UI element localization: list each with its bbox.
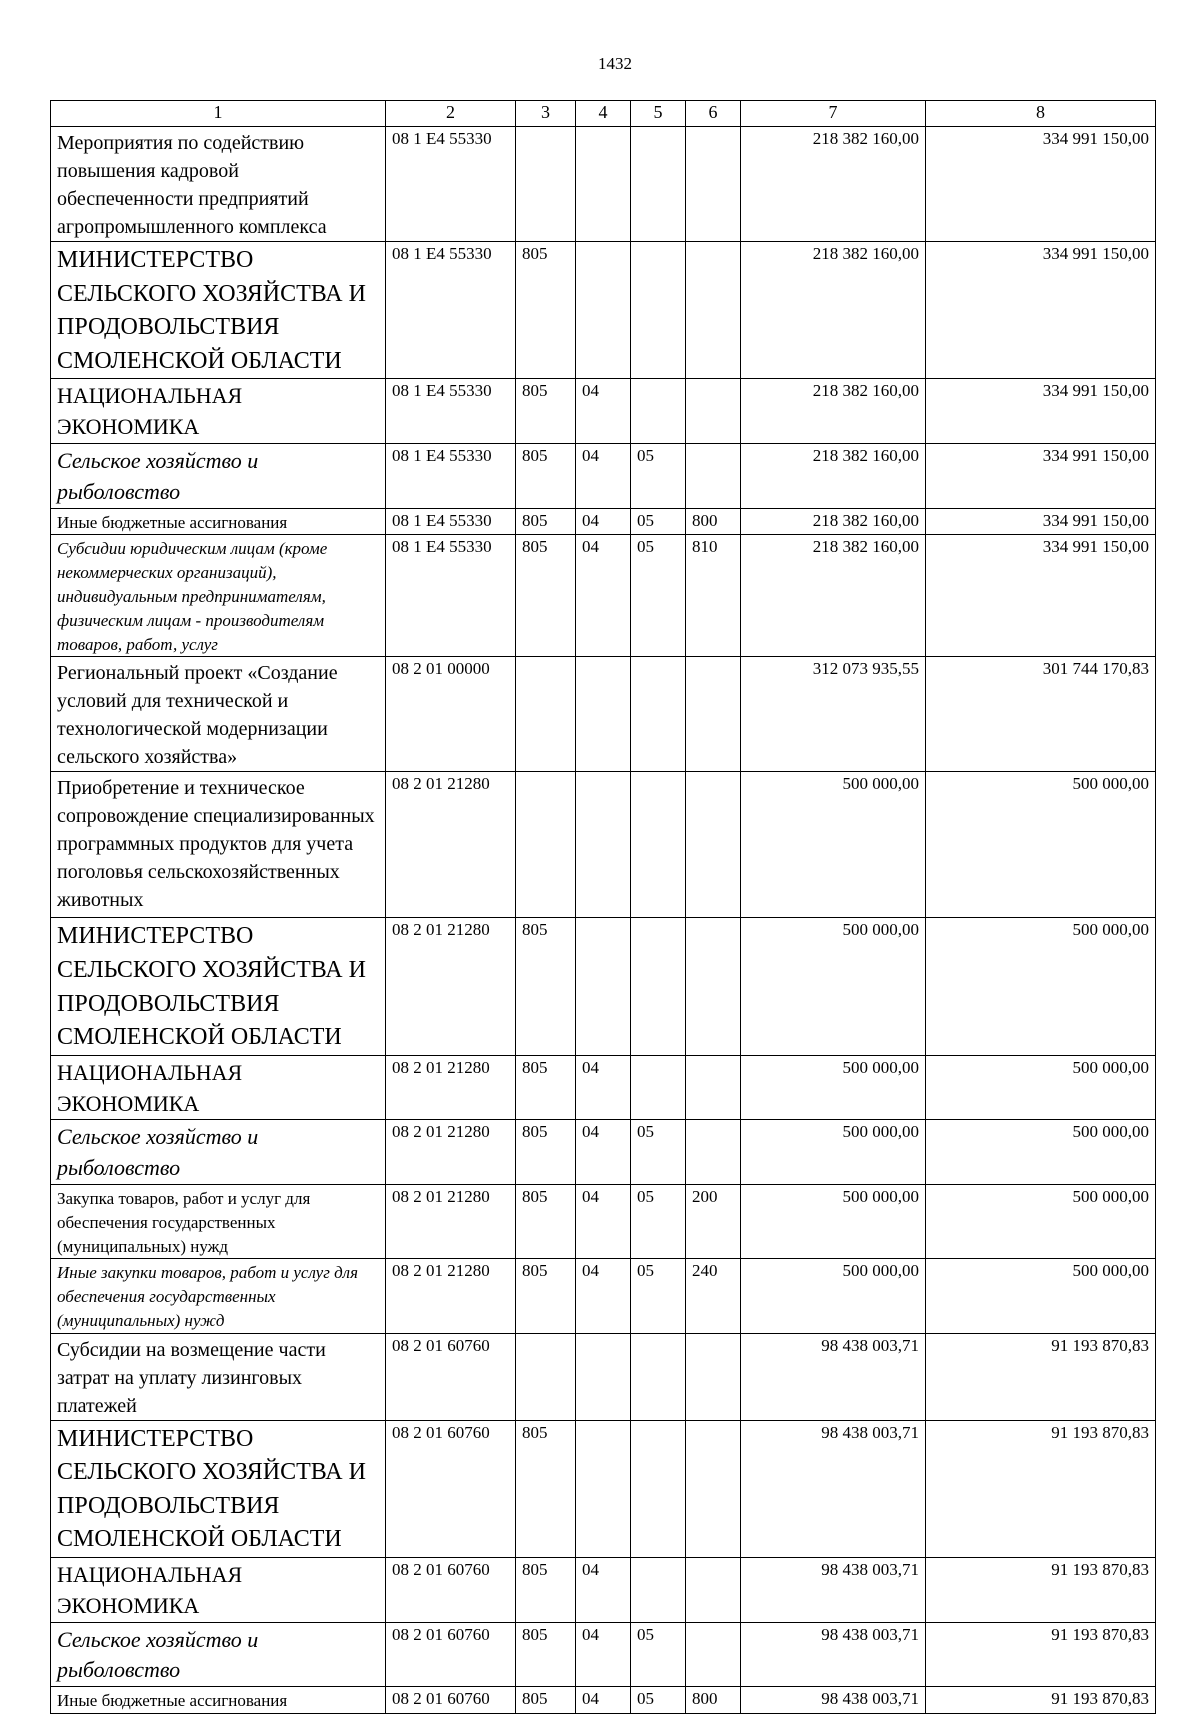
section-code-cell: 04 — [576, 443, 631, 508]
amount-col8-cell: 91 193 870,83 — [926, 1622, 1156, 1687]
amount-col7-cell: 98 438 003,71 — [741, 1622, 926, 1687]
target-article-cell: 08 2 01 21280 — [386, 1055, 516, 1120]
amount-col8-cell: 334 991 150,00 — [926, 443, 1156, 508]
amount-col8-cell: 500 000,00 — [926, 1184, 1156, 1258]
expense-type-cell — [686, 1420, 741, 1557]
amount-col8-cell: 91 193 870,83 — [926, 1420, 1156, 1557]
subsection-code-cell — [631, 1420, 686, 1557]
section-code-cell: 04 — [576, 1259, 631, 1333]
item-name-cell: Субсидии на возмещение части затрат на уплату лизинговых платежей — [51, 1333, 386, 1420]
ministry-code-cell: 805 — [516, 1558, 576, 1623]
item-name-cell: Региональный проект «Создание условий для технической и технологической модернизации сельского хозяйства» — [51, 657, 386, 772]
ministry-code-cell: 805 — [516, 535, 576, 657]
amount-col7-cell: 500 000,00 — [741, 1184, 926, 1258]
column-header: 6 — [686, 101, 741, 127]
expense-type-cell — [686, 918, 741, 1055]
table-row — [51, 1622, 1156, 1687]
amount-col7-cell: 218 382 160,00 — [741, 443, 926, 508]
subsection-code-cell — [631, 1558, 686, 1623]
budget-table — [50, 100, 1156, 1714]
amount-col7-cell: 500 000,00 — [741, 918, 926, 1055]
target-article-cell: 08 2 01 21280 — [386, 772, 516, 918]
ministry-code-cell: 805 — [516, 242, 576, 379]
subsection-code-cell: 05 — [631, 1120, 686, 1185]
target-article-cell: 08 2 01 60760 — [386, 1622, 516, 1687]
section-code-cell: 04 — [576, 1120, 631, 1185]
amount-col7-cell: 98 438 003,71 — [741, 1687, 926, 1714]
section-code-cell: 04 — [576, 1184, 631, 1258]
expense-type-cell — [686, 379, 741, 444]
table-row — [51, 535, 1156, 657]
amount-col7-cell: 218 382 160,00 — [741, 127, 926, 242]
expense-type-cell — [686, 1622, 741, 1687]
ministry-code-cell: 805 — [516, 1622, 576, 1687]
expense-type-cell — [686, 127, 741, 242]
section-code-cell — [576, 1333, 631, 1420]
amount-col8-cell: 334 991 150,00 — [926, 127, 1156, 242]
amount-col7-cell: 218 382 160,00 — [741, 508, 926, 535]
subsection-code-cell: 05 — [631, 1622, 686, 1687]
subsection-code-cell — [631, 772, 686, 918]
expense-type-cell — [686, 657, 741, 772]
column-header: 3 — [516, 101, 576, 127]
subsection-code-cell: 05 — [631, 1184, 686, 1258]
target-article-cell: 08 1 E4 55330 — [386, 443, 516, 508]
item-name-cell: МИНИСТЕРСТВО СЕЛЬСКОГО ХОЗЯЙСТВА И ПРОДОВОЛЬСТВИЯ СМОЛЕНСКОЙ ОБЛАСТИ — [51, 918, 386, 1055]
amount-col8-cell: 334 991 150,00 — [926, 379, 1156, 444]
section-code-cell: 04 — [576, 379, 631, 444]
section-code-cell — [576, 242, 631, 379]
section-code-cell: 04 — [576, 1687, 631, 1714]
amount-col8-cell: 500 000,00 — [926, 772, 1156, 918]
ministry-code-cell — [516, 657, 576, 772]
subsection-code-cell: 05 — [631, 443, 686, 508]
expense-type-cell — [686, 443, 741, 508]
amount-col8-cell: 500 000,00 — [926, 1259, 1156, 1333]
table-row — [51, 1687, 1156, 1714]
ministry-code-cell: 805 — [516, 443, 576, 508]
column-header: 4 — [576, 101, 631, 127]
target-article-cell: 08 1 E4 55330 — [386, 379, 516, 444]
amount-col8-cell: 500 000,00 — [926, 918, 1156, 1055]
subsection-code-cell — [631, 657, 686, 772]
table-row — [51, 127, 1156, 242]
subsection-code-cell: 05 — [631, 535, 686, 657]
table-row — [51, 443, 1156, 508]
expense-type-cell: 810 — [686, 535, 741, 657]
table-row — [51, 508, 1156, 535]
subsection-code-cell — [631, 918, 686, 1055]
item-name-cell: Приобретение и техническое сопровождение специализированных программных продуктов для учета поголовья сельскохозяйственных животных — [51, 772, 386, 918]
target-article-cell: 08 1 E4 55330 — [386, 535, 516, 657]
target-article-cell: 08 2 01 00000 — [386, 657, 516, 772]
section-code-cell: 04 — [576, 535, 631, 657]
section-code-cell: 04 — [576, 1055, 631, 1120]
section-code-cell: 04 — [576, 1622, 631, 1687]
amount-col8-cell: 334 991 150,00 — [926, 508, 1156, 535]
item-name-cell: МИНИСТЕРСТВО СЕЛЬСКОГО ХОЗЯЙСТВА И ПРОДОВОЛЬСТВИЯ СМОЛЕНСКОЙ ОБЛАСТИ — [51, 242, 386, 379]
section-code-cell: 04 — [576, 508, 631, 535]
target-article-cell: 08 1 E4 55330 — [386, 242, 516, 379]
ministry-code-cell: 805 — [516, 1055, 576, 1120]
target-article-cell: 08 2 01 60760 — [386, 1558, 516, 1623]
target-article-cell: 08 2 01 60760 — [386, 1687, 516, 1714]
ministry-code-cell — [516, 772, 576, 918]
amount-col8-cell: 500 000,00 — [926, 1055, 1156, 1120]
table-row — [51, 657, 1156, 772]
section-code-cell: 04 — [576, 1558, 631, 1623]
column-header: 2 — [386, 101, 516, 127]
amount-col7-cell: 500 000,00 — [741, 772, 926, 918]
target-article-cell: 08 2 01 21280 — [386, 1259, 516, 1333]
amount-col7-cell: 218 382 160,00 — [741, 535, 926, 657]
expense-type-cell — [686, 1120, 741, 1185]
ministry-code-cell: 805 — [516, 1120, 576, 1185]
expense-type-cell — [686, 242, 741, 379]
item-name-cell: Сельское хозяйство и рыболовство — [51, 1120, 386, 1185]
amount-col7-cell: 312 073 935,55 — [741, 657, 926, 772]
section-code-cell — [576, 657, 631, 772]
subsection-code-cell: 05 — [631, 1687, 686, 1714]
amount-col7-cell: 218 382 160,00 — [741, 242, 926, 379]
ministry-code-cell: 805 — [516, 1259, 576, 1333]
item-name-cell: Сельское хозяйство и рыболовство — [51, 1622, 386, 1687]
amount-col8-cell: 91 193 870,83 — [926, 1687, 1156, 1714]
table-row — [51, 1259, 1156, 1333]
amount-col7-cell: 500 000,00 — [741, 1120, 926, 1185]
ministry-code-cell: 805 — [516, 508, 576, 535]
amount-col8-cell: 91 193 870,83 — [926, 1558, 1156, 1623]
amount-col7-cell: 218 382 160,00 — [741, 379, 926, 444]
table-row — [51, 1120, 1156, 1185]
expense-type-cell — [686, 1333, 741, 1420]
expense-type-cell: 240 — [686, 1259, 741, 1333]
section-code-cell — [576, 772, 631, 918]
ministry-code-cell — [516, 1333, 576, 1420]
page-number: 1432 — [598, 54, 632, 73]
amount-col8-cell: 500 000,00 — [926, 1120, 1156, 1185]
ministry-code-cell: 805 — [516, 1184, 576, 1258]
target-article-cell: 08 1 E4 55330 — [386, 508, 516, 535]
amount-col7-cell: 98 438 003,71 — [741, 1420, 926, 1557]
amount-col8-cell: 334 991 150,00 — [926, 535, 1156, 657]
amount-col7-cell: 98 438 003,71 — [741, 1333, 926, 1420]
amount-col8-cell: 91 193 870,83 — [926, 1333, 1156, 1420]
target-article-cell: 08 2 01 21280 — [386, 918, 516, 1055]
table-row — [51, 1055, 1156, 1120]
target-article-cell: 08 2 01 60760 — [386, 1333, 516, 1420]
table-row — [51, 379, 1156, 444]
item-name-cell: Субсидии юридическим лицам (кроме некоммерческих организаций), индивидуальным предпринимателям, физическим лицам - производителям товаров, работ, услуг — [51, 535, 386, 657]
subsection-code-cell — [631, 242, 686, 379]
item-name-cell: НАЦИОНАЛЬНАЯ ЭКОНОМИКА — [51, 379, 386, 444]
item-name-cell: Иные закупки товаров, работ и услуг для обеспечения государственных (муниципальных) нужд — [51, 1259, 386, 1333]
amount-col8-cell: 301 744 170,83 — [926, 657, 1156, 772]
expense-type-cell: 800 — [686, 508, 741, 535]
subsection-code-cell — [631, 1055, 686, 1120]
item-name-cell: Сельское хозяйство и рыболовство — [51, 443, 386, 508]
subsection-code-cell — [631, 379, 686, 444]
amount-col7-cell: 500 000,00 — [741, 1055, 926, 1120]
amount-col7-cell: 500 000,00 — [741, 1259, 926, 1333]
item-name-cell: Закупка товаров, работ и услуг для обеспечения государственных (муниципальных) нужд — [51, 1184, 386, 1258]
expense-type-cell — [686, 772, 741, 918]
section-code-cell — [576, 127, 631, 242]
table-row — [51, 1420, 1156, 1557]
column-header: 5 — [631, 101, 686, 127]
header-row — [51, 101, 1156, 127]
table-row — [51, 242, 1156, 379]
column-header: 1 — [51, 101, 386, 127]
table-row — [51, 918, 1156, 1055]
subsection-code-cell — [631, 1333, 686, 1420]
table-row — [51, 772, 1156, 918]
item-name-cell: НАЦИОНАЛЬНАЯ ЭКОНОМИКА — [51, 1055, 386, 1120]
item-name-cell: МИНИСТЕРСТВО СЕЛЬСКОГО ХОЗЯЙСТВА И ПРОДОВОЛЬСТВИЯ СМОЛЕНСКОЙ ОБЛАСТИ — [51, 1420, 386, 1557]
subsection-code-cell: 05 — [631, 508, 686, 535]
item-name-cell: НАЦИОНАЛЬНАЯ ЭКОНОМИКА — [51, 1558, 386, 1623]
subsection-code-cell: 05 — [631, 1259, 686, 1333]
table-row — [51, 1184, 1156, 1258]
item-name-cell: Иные бюджетные ассигнования — [51, 508, 386, 535]
expense-type-cell: 200 — [686, 1184, 741, 1258]
ministry-code-cell — [516, 127, 576, 242]
expense-type-cell — [686, 1055, 741, 1120]
column-header: 7 — [741, 101, 926, 127]
ministry-code-cell: 805 — [516, 1687, 576, 1714]
target-article-cell: 08 2 01 21280 — [386, 1120, 516, 1185]
amount-col8-cell: 334 991 150,00 — [926, 242, 1156, 379]
ministry-code-cell: 805 — [516, 918, 576, 1055]
expense-type-cell — [686, 1558, 741, 1623]
section-code-cell — [576, 1420, 631, 1557]
target-article-cell: 08 1 E4 55330 — [386, 127, 516, 242]
ministry-code-cell: 805 — [516, 379, 576, 444]
item-name-cell: Мероприятия по содействию повышения кадровой обеспеченности предприятий агропромышленного комплекса — [51, 127, 386, 242]
section-code-cell — [576, 918, 631, 1055]
table-row — [51, 1333, 1156, 1420]
target-article-cell: 08 2 01 21280 — [386, 1184, 516, 1258]
ministry-code-cell: 805 — [516, 1420, 576, 1557]
amount-col7-cell: 98 438 003,71 — [741, 1558, 926, 1623]
table-row — [51, 1558, 1156, 1623]
expense-type-cell: 800 — [686, 1687, 741, 1714]
target-article-cell: 08 2 01 60760 — [386, 1420, 516, 1557]
item-name-cell: Иные бюджетные ассигнования — [51, 1687, 386, 1714]
column-header: 8 — [926, 101, 1156, 127]
subsection-code-cell — [631, 127, 686, 242]
